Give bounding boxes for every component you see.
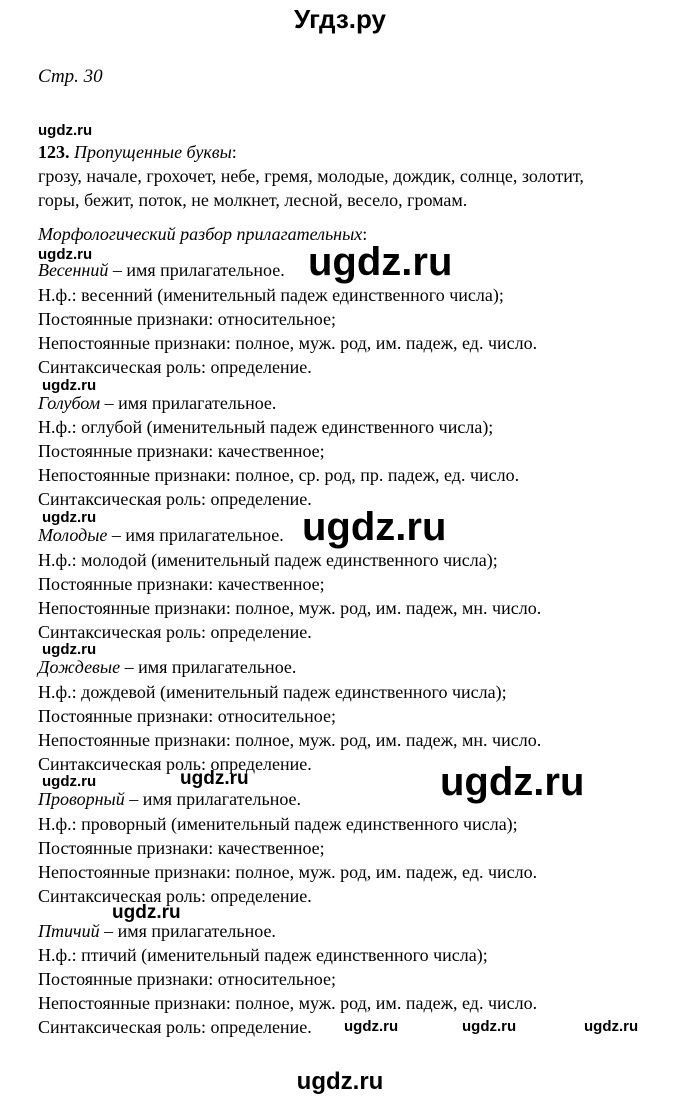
entry-syntactic-role: Синтаксическая роль: определение. xyxy=(38,1017,312,1037)
page-reference: Стр. 30 xyxy=(38,66,103,87)
watermark: ugdz.ru xyxy=(38,246,93,263)
entry-variable-features: Непостоянные признаки: полное, муж. род, им. падеж, мн. число. xyxy=(38,730,542,750)
task-heading-colon: : xyxy=(231,142,237,162)
task-number: 123. xyxy=(38,142,70,162)
watermark: ugdz.ru xyxy=(42,377,97,394)
entry-constant-features: Постоянные признаки: качественное; xyxy=(38,441,325,461)
analysis-heading-colon: : xyxy=(362,224,368,244)
entry-title-rest: – имя прилагательное. xyxy=(120,657,297,677)
watermark: ugdz.ru xyxy=(38,122,93,139)
entry-initial-form: Н.ф.: дождевой (именительный падеж единственного числа); xyxy=(38,682,507,702)
footer-watermark: ugdz.ru xyxy=(296,1068,384,1095)
entry-initial-form: Н.ф.: птичий (именительный падеж единственного числа); xyxy=(38,945,488,965)
entry-variable-features: Непостоянные признаки: полное, ср. род, пр. падеж, ед. число. xyxy=(38,465,520,485)
entry-title xyxy=(38,260,285,281)
entry-title xyxy=(38,657,296,678)
watermark: ugdz.ru xyxy=(180,768,249,789)
entry-syntactic-role: Синтаксическая роль: определение. xyxy=(38,357,312,377)
entry-variable-features: Непостоянные признаки: полное, муж. род, им. падеж, мн. число. xyxy=(38,598,542,618)
watermark: ugdz.ru xyxy=(344,1018,399,1035)
site-header-title: Угдз.ру xyxy=(294,4,386,34)
entry-variable-features: Непостоянные признаки: полное, муж. род, им. падеж, ед. число. xyxy=(38,993,538,1013)
entry-word: Проворный xyxy=(38,789,125,809)
entry-variable-features: Непостоянные признаки: полное, муж. род, им. падеж, ед. число. xyxy=(38,862,538,882)
entry-constant-features: Постоянные признаки: качественное; xyxy=(38,838,325,858)
entry-initial-form: Н.ф.: оглубой (именительный падеж единственного числа); xyxy=(38,417,494,437)
task-heading-text: Пропущенные буквы xyxy=(74,142,232,162)
watermark: ugdz.ru xyxy=(584,1018,639,1035)
entry-variable-features: Непостоянные признаки: полное, муж. род, им. падеж, ед. число. xyxy=(38,333,538,353)
watermark: ugdz.ru xyxy=(112,902,181,923)
watermark-large: ugdz.ru xyxy=(440,760,585,804)
entry-syntactic-role: Синтаксическая роль: определение. xyxy=(38,622,312,642)
entry-title-rest: – имя прилагательное. xyxy=(124,789,302,809)
entry-title-rest: – имя прилагательное. xyxy=(107,525,284,545)
entry-title xyxy=(38,525,284,546)
entry-word: Птичий xyxy=(38,921,100,941)
entry-title-rest: – имя прилагательное. xyxy=(108,260,285,280)
entry-initial-form: Н.ф.: весенний (именительный падеж единственного числа); xyxy=(38,285,504,305)
entry-constant-features: Постоянные признаки: качественное; xyxy=(38,574,325,594)
watermark: ugdz.ru xyxy=(42,773,97,790)
entry-title-rest: – имя прилагательное. xyxy=(100,393,277,413)
task-words-line-2: горы, бежит, поток, не молкнет, лесной, весело, громам. xyxy=(38,190,468,210)
entry-word: Весенний xyxy=(38,260,109,280)
task-words-line-1: грозу, начале, грохочет, небе, гремя, молодые, дождик, солнце, золотит, xyxy=(38,166,584,186)
watermark: ugdz.ru xyxy=(42,509,97,526)
entry-title xyxy=(38,921,276,942)
entry-syntactic-role: Синтаксическая роль: определение. xyxy=(38,754,312,774)
entry-syntactic-role: Синтаксическая роль: определение. xyxy=(38,489,312,509)
analysis-heading-text: Морфологический разбор прилагательных xyxy=(38,224,363,244)
entry-initial-form: Н.ф.: молодой (именительный падеж единственного числа); xyxy=(38,550,498,570)
entry-word: Голубом xyxy=(38,393,101,413)
entry-word: Дождевые xyxy=(38,657,121,677)
entry-constant-features: Постоянные признаки: относительное; xyxy=(38,969,336,989)
entry-constant-features: Постоянные признаки: относительное; xyxy=(38,309,336,329)
entry-initial-form: Н.ф.: проворный (именительный падеж единственного числа); xyxy=(38,814,518,834)
entry-title-rest: – имя прилагательное. xyxy=(99,921,276,941)
entry-word: Молодые xyxy=(38,525,108,545)
watermark: ugdz.ru xyxy=(42,641,97,658)
entry-title xyxy=(38,789,301,810)
task-heading xyxy=(38,142,237,163)
watermark-large: ugdz.ru xyxy=(308,240,453,284)
entry-title xyxy=(38,393,276,414)
entry-constant-features: Постоянные признаки: относительное; xyxy=(38,706,336,726)
entry-syntactic-role: Синтаксическая роль: определение. xyxy=(38,886,312,906)
watermark: ugdz.ru xyxy=(462,1018,517,1035)
watermark-large: ugdz.ru xyxy=(302,505,447,549)
